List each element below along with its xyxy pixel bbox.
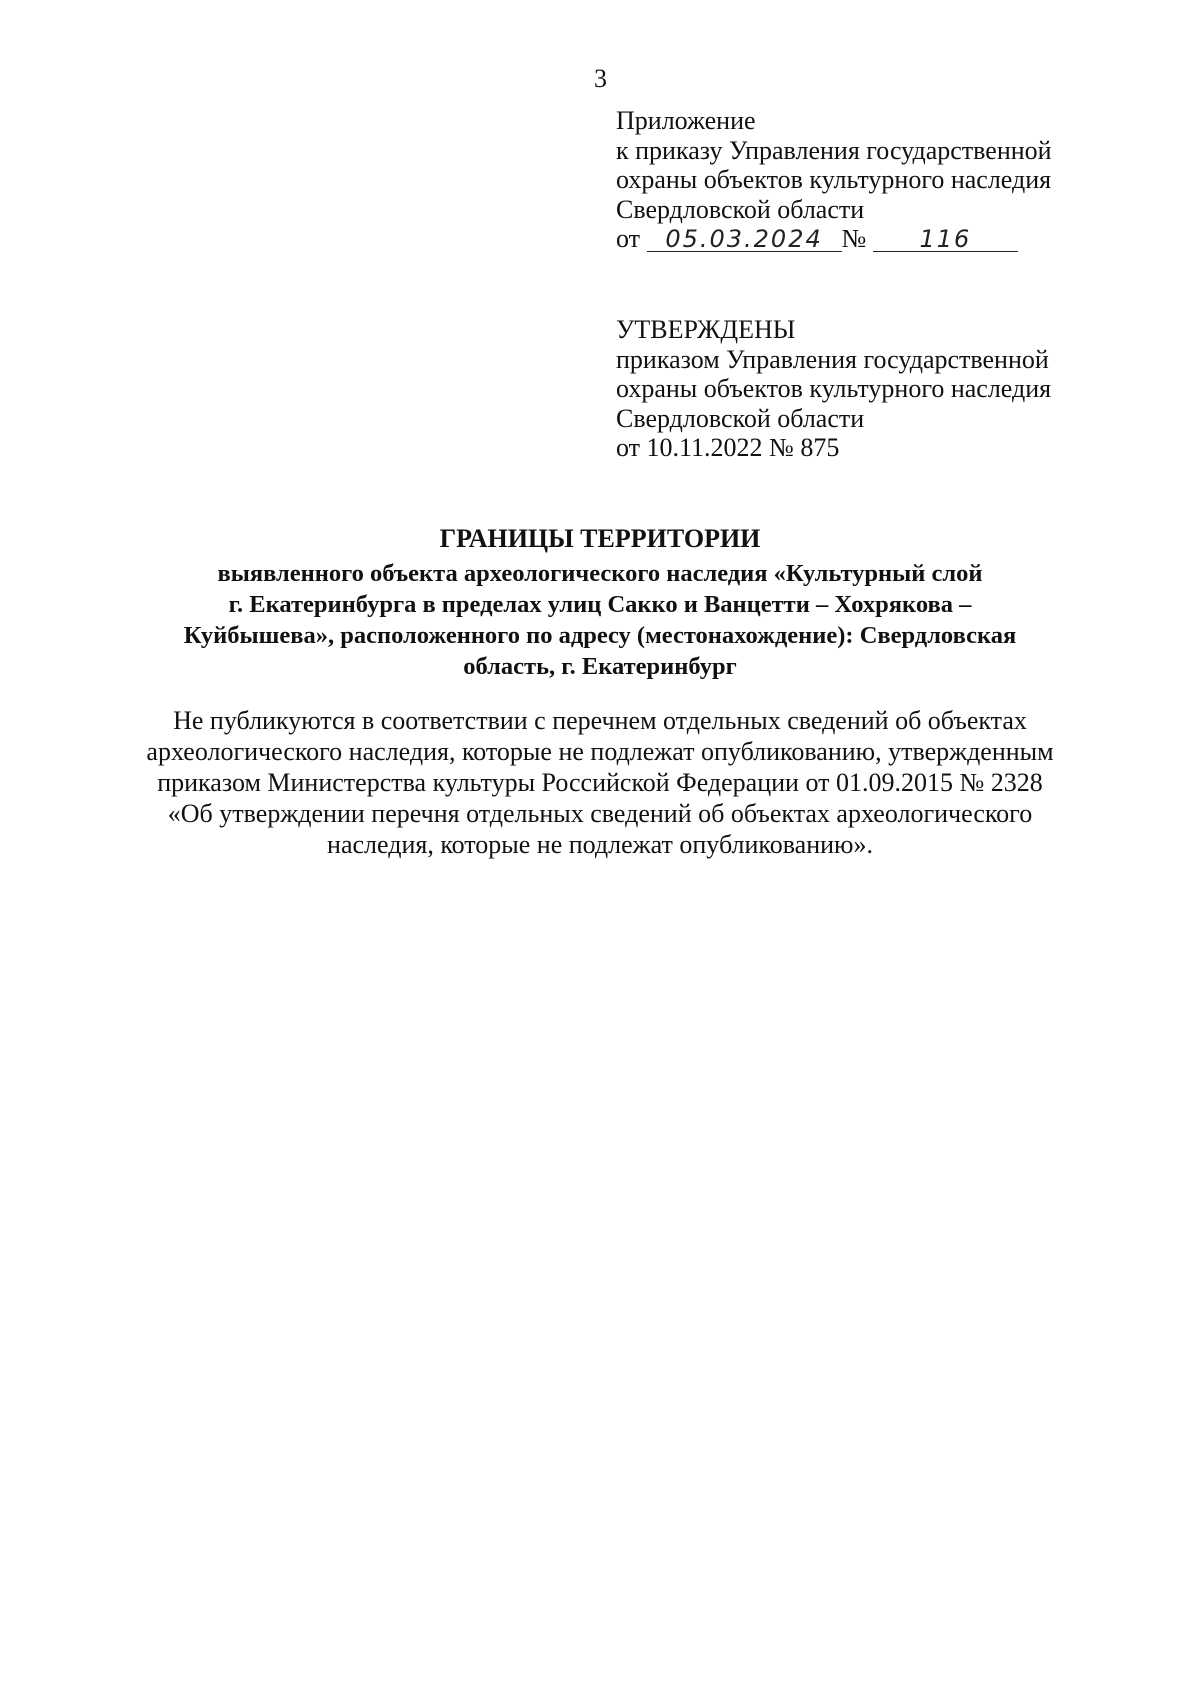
number-label: №: [841, 224, 867, 253]
handwritten-date: 05.03.2024: [647, 227, 842, 252]
subtitle-line: выявленного объекта археологического наследия «Культурный слой: [217, 560, 983, 587]
notice-line: Не публикуются в соответствии с перечнем отдельных сведений об объектах: [173, 706, 1027, 735]
page-number: 3: [594, 64, 607, 93]
appendix-line: Приложение: [616, 106, 756, 135]
appendix-line: к приказу Управления государственной: [616, 135, 1052, 165]
approved-line: от 10.11.2022 № 875: [616, 433, 840, 462]
approved-line: приказом Управления государственной: [616, 344, 1049, 374]
notice-line: наследия, которые не подлежат опубликованию».: [327, 830, 873, 859]
subtitle-line: Куйбышева», расположенного по адресу (местонахождение): Свердловская: [183, 622, 1017, 649]
handwritten-number: 116: [873, 227, 1018, 252]
appendix-line: Свердловской области: [616, 194, 865, 224]
appendix-header: [616, 106, 1052, 254]
notice-line: «Об утверждении перечня отдельных сведений об объектах археологического: [167, 799, 1033, 828]
appendix-date-line: [616, 224, 1052, 254]
approved-line: УТВЕРЖДЕНЫ: [616, 315, 796, 344]
non-publication-notice: [0, 705, 1200, 860]
notice-line: приказом Министерства культуры Российской Федерации от 01.09.2015 № 2328: [157, 768, 1043, 797]
notice-line: археологического наследия, которые не подлежат опубликованию, утвержденным: [146, 737, 1054, 766]
approved-line: Свердловской области: [616, 403, 865, 433]
appendix-line: охраны объектов культурного наследия: [616, 165, 1052, 194]
date-prefix: от: [616, 224, 641, 253]
approved-header: [616, 315, 1051, 463]
approved-line: охраны объектов культурного наследия: [616, 374, 1052, 403]
subtitle-line: г. Екатеринбурга в пределах улиц Сакко и Ванцетти – Хохрякова –: [228, 591, 972, 618]
document-title: ГРАНИЦЫ ТЕРРИТОРИИ: [439, 524, 761, 553]
subtitle-line: область, г. Екатеринбург: [463, 653, 737, 680]
document-subtitle: [0, 558, 1200, 682]
